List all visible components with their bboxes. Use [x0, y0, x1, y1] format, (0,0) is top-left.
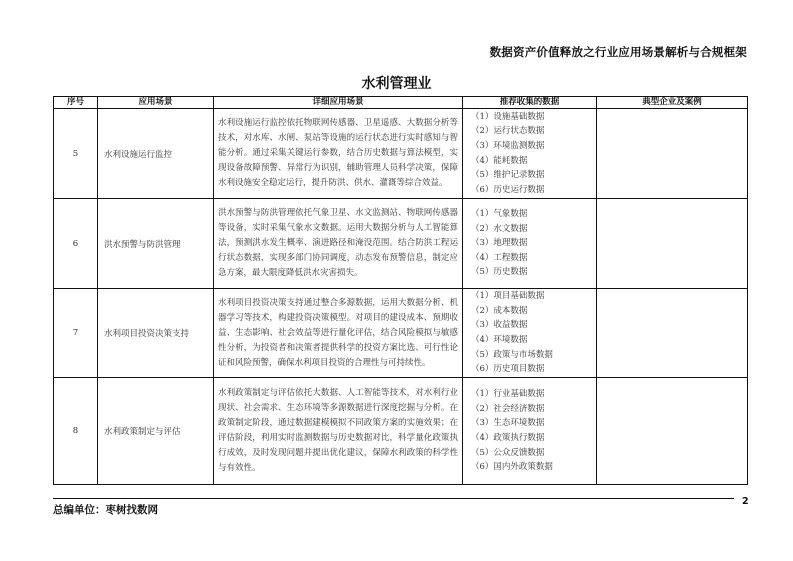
data-item: （5）公众反馈数据 [471, 447, 545, 458]
data-item: （2）运行状态数据 [471, 126, 545, 137]
row-data-list [463, 378, 597, 485]
data-item: （6）国内外政策数据 [471, 462, 553, 473]
row-seq: 8 [54, 378, 98, 485]
row-cases [597, 109, 748, 199]
data-item: （1）设施基础数据 [471, 111, 545, 122]
table-row [54, 109, 748, 199]
data-item: （6）历史项目数据 [471, 364, 545, 375]
row-data-list [463, 109, 597, 199]
table-row [54, 289, 748, 378]
data-item: （4）工程数据 [471, 252, 528, 263]
data-item: （4）能耗数据 [471, 155, 528, 166]
section-title: 水利管理业 [361, 76, 432, 92]
row-scene: 水利项目投资决策支持 [98, 289, 214, 378]
table-row [54, 199, 748, 289]
column-header-seq: 序号 [54, 97, 98, 109]
data-item: （4）政策执行数据 [471, 433, 545, 443]
row-data-list [463, 199, 597, 289]
data-item: （1）行业基础数据 [471, 389, 545, 400]
row-seq: 6 [54, 199, 98, 289]
row-cases [597, 289, 748, 378]
row-cases [597, 378, 748, 485]
data-item: （2）水文数据 [471, 223, 528, 234]
footer-divider [53, 498, 734, 499]
data-item: （5）维护记录数据 [471, 170, 545, 181]
data-item: （3）生态环境数据 [471, 418, 545, 429]
row-cases [597, 199, 748, 289]
data-item: （3）环境监测数据 [471, 140, 545, 151]
column-header-detail: 详细应用场景 [214, 97, 463, 109]
row-scene: 水利设施运行监控 [98, 109, 214, 199]
column-header-data: 推荐收集的数据 [463, 97, 597, 109]
running-header-title: 数据资产价值释放之行业应用场景解析与合规框架 [489, 45, 747, 59]
data-item: （2）成本数据 [471, 305, 528, 316]
scenario-table [53, 96, 748, 485]
footer-editor-unit: 总编单位：枣树找数网 [53, 504, 158, 516]
data-item: （5）历史数据 [471, 267, 528, 278]
data-item: （5）政策与市场数据 [471, 349, 553, 360]
data-item: （2）社会经济数据 [471, 403, 545, 414]
table-row [54, 378, 748, 485]
row-data-list [463, 289, 597, 378]
page-number: 2 [742, 496, 749, 507]
data-item: （1）气象数据 [471, 209, 528, 220]
row-seq: 7 [54, 289, 98, 378]
row-detail: 水利设施运行监控依托物联网传感器、卫星遥感、大数据分析等技术，对水库、水闸、泵站等设施的运行状态进行实时感知与智能分析。通过采集关键运行参数，结合历史数据与算法模型，实现设备故障预警、异常行为识别，辅助管理人员科学决策，保障水利设施安全稳定运行，提升防洪、供水、灌溉等综合效益。 [214, 109, 463, 199]
row-detail: 水利政策制定与评估依托大数据、人工智能等技术，对水利行业现状、社会需求、生态环境等多源数据进行深度挖掘与分析。在政策制定阶段，通过数据建模模拟不同政策方案的实施效果；在评估阶段，利用实时监测数据与历史数据对比，科学量化政策执行成效，及时发现问题并提出优化建议，保障水利政策的科学性与有效性。 [214, 378, 463, 485]
data-item: （1）项目基础数据 [471, 291, 545, 302]
row-scene: 洪水预警与防洪管理 [98, 199, 214, 289]
data-item: （6）历史运行数据 [471, 184, 545, 195]
row-scene: 水利政策制定与评估 [98, 378, 214, 485]
data-item: （3）地理数据 [471, 238, 528, 249]
data-item: （4）环境数据 [471, 335, 528, 345]
row-seq: 5 [54, 109, 98, 199]
row-detail: 洪水预警与防洪管理依托气象卫星、水文监测站、物联网传感器等设备，实时采集气象水文数据。运用大数据分析与人工智能算法，预测洪水发生概率、演进路径和淹没范围。结合防洪工程运行状态数据，实现多部门协同调度，动态发布预警信息，制定应急方案，最大限度降低洪水灾害损失。 [214, 199, 463, 289]
data-item: （3）收益数据 [471, 320, 528, 331]
column-header-cases: 典型企业及案例 [597, 97, 748, 109]
row-detail: 水利项目投资决策支持通过整合多源数据，运用大数据分析、机器学习等技术，构建投资决策模型。对项目的建设成本、预期收益、生态影响、社会效益等进行量化评估，结合风险模拟与敏感性分析，为投资者和决策者提供科学的投资方案比选、可行性论证和风险预警，确保水利项目投资的合理性与可持续性。 [214, 289, 463, 378]
table-header-row [54, 97, 748, 109]
column-header-scene: 应用场景 [98, 97, 214, 109]
